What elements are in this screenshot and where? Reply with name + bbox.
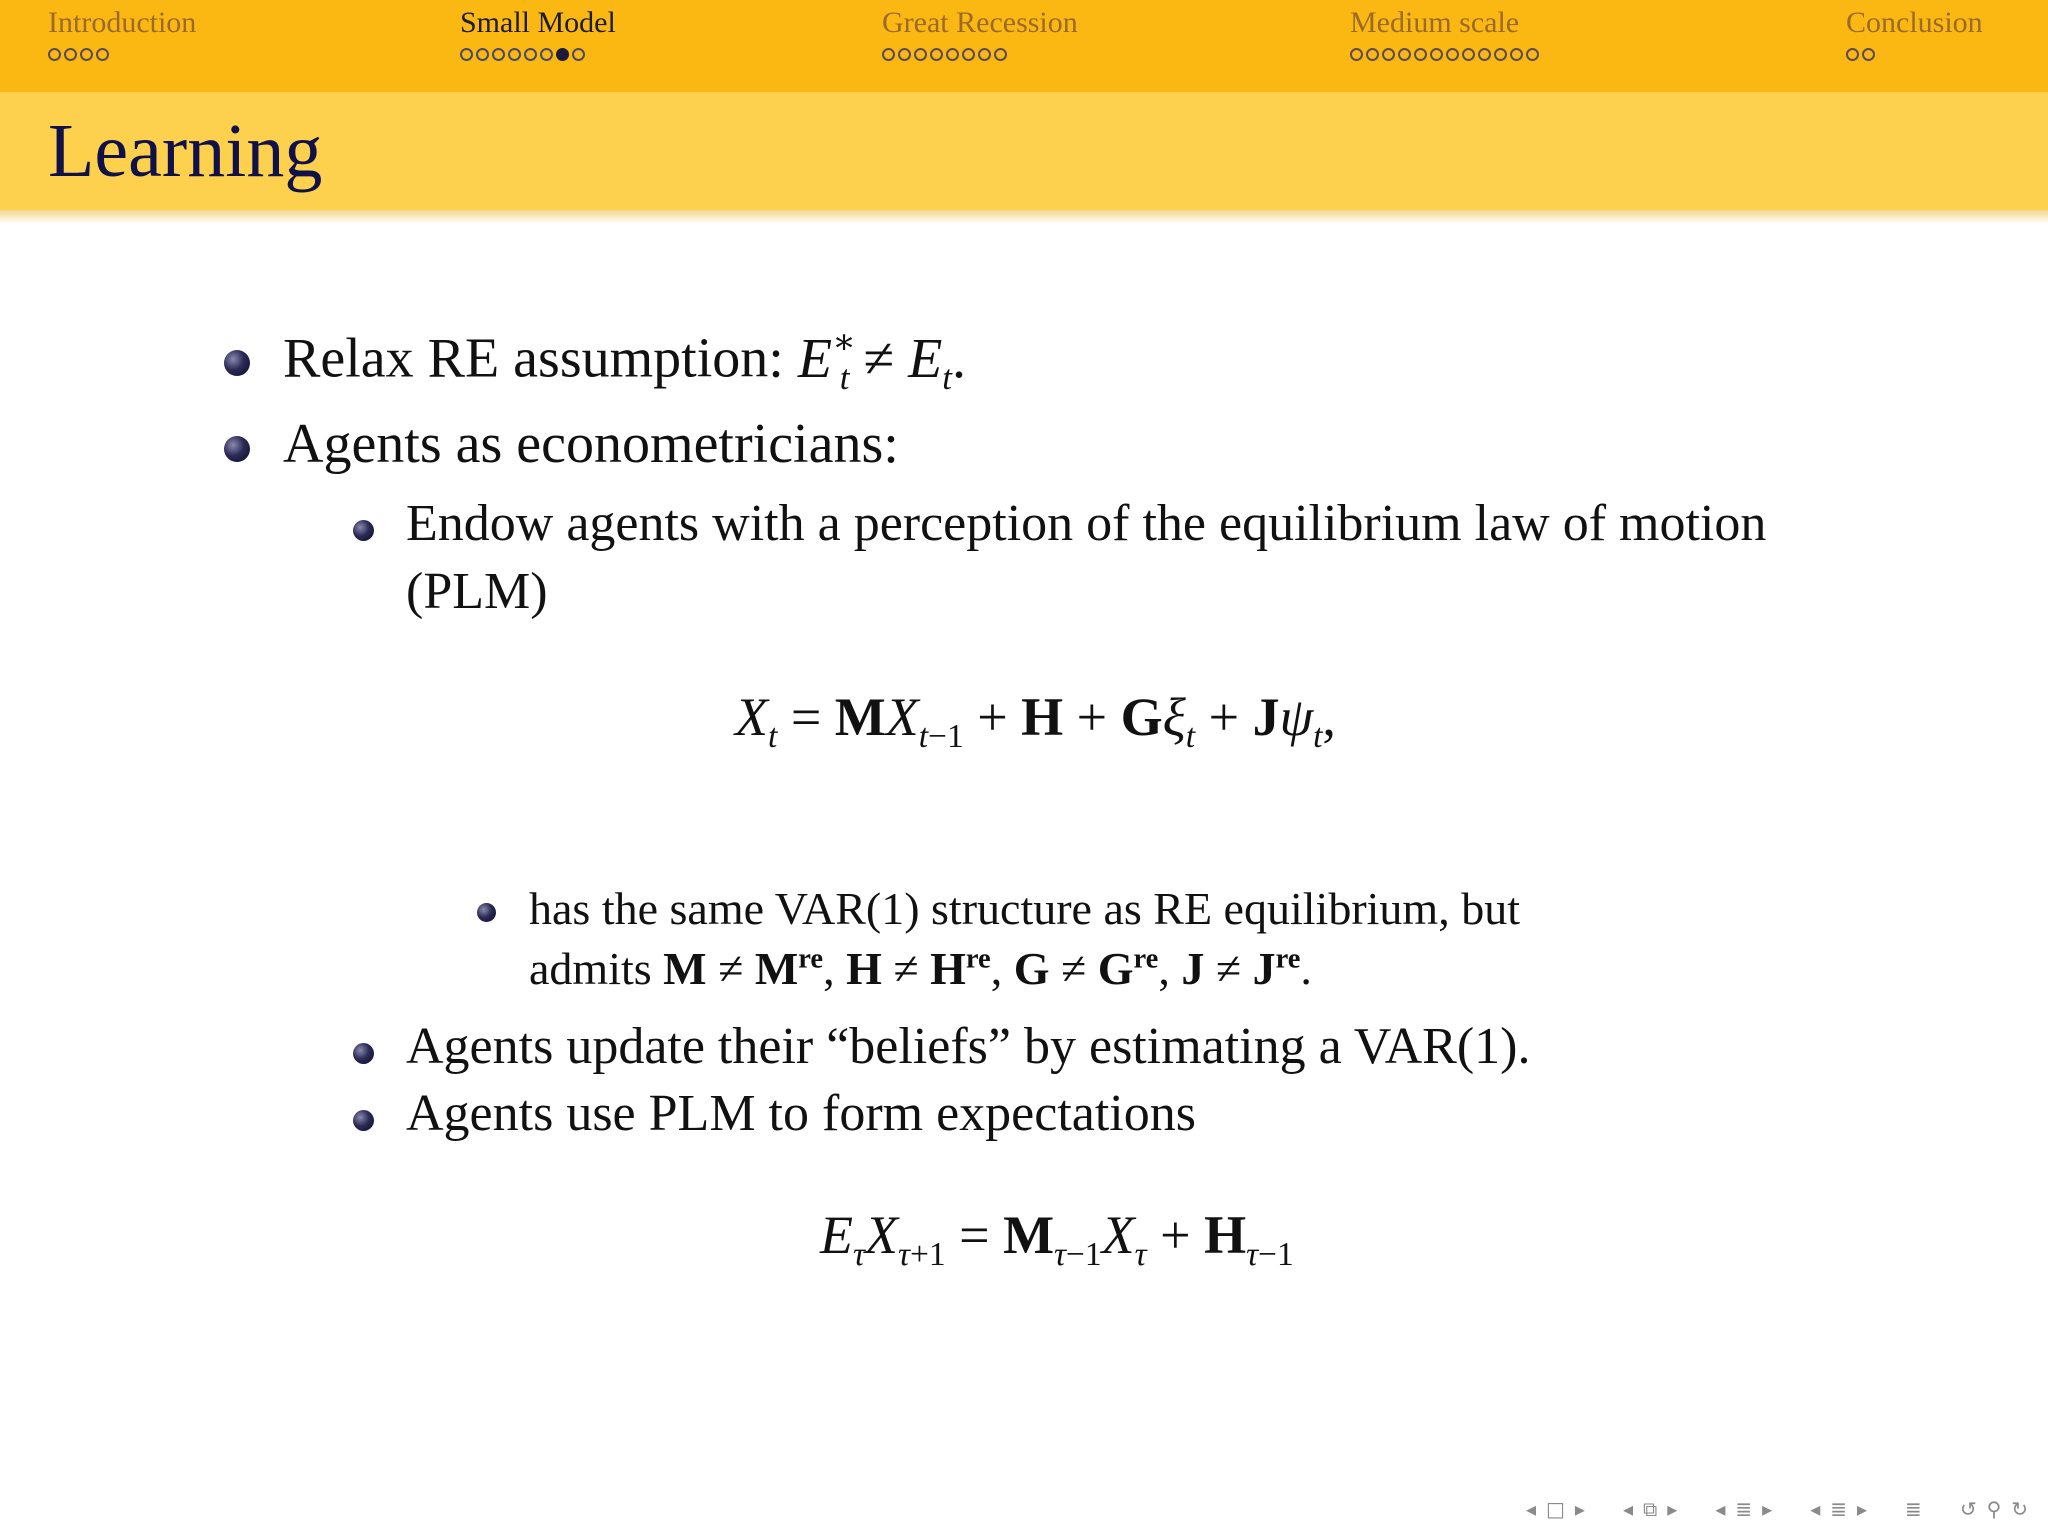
math-inline: $E^∗_t \ne E_t$. (797, 322, 966, 397)
bullet-update-beliefs: Agents update their “beliefs” by estimating a VAR(1). (406, 1018, 1531, 1075)
bullet-var-structure-line1: has the same VAR(1) structure as RE equilibrium, but (529, 883, 1520, 934)
toc-icon[interactable]: ≣ (1905, 1497, 1922, 1521)
arrow-left-icon[interactable]: ◂ (1715, 1497, 1726, 1521)
arrow-left-icon[interactable]: ◂ (1525, 1497, 1536, 1521)
nav-section-title[interactable]: Conclusion (1846, 6, 1983, 39)
bullet-marker (353, 1110, 374, 1131)
nav-section-title[interactable]: Great Recession (882, 6, 1078, 39)
arrow-right-icon[interactable]: ▸ (1574, 1497, 1585, 1521)
beamer-navigation-controls (1526, 1494, 2028, 1524)
frame-icon[interactable]: □ (1546, 1497, 1565, 1521)
bullet-marker (477, 903, 496, 922)
bullet-agents-econometricians: Agents as econometricians: (283, 413, 899, 475)
bullet-endow-agents-line2: (PLM) (406, 563, 548, 620)
nav-section-title[interactable]: Small Model (460, 6, 616, 39)
bullet-marker (224, 350, 250, 376)
search-icon[interactable]: ⚲ (1986, 1497, 2002, 1521)
equation-plm: $X_t = MX_{t-1} + H + G\xi_t + J\psi_t$, (735, 687, 1336, 755)
arrow-right-icon[interactable]: ▸ (1857, 1497, 1868, 1521)
bullet-text: admits (529, 943, 652, 994)
subsection-icon[interactable]: ⧉ (1643, 1497, 1658, 1521)
frame-title: Learning (48, 109, 323, 193)
arrow-right-icon[interactable]: ▸ (1762, 1497, 1773, 1521)
bullet-text: Relax RE assumption: (283, 327, 784, 390)
equation-expectations: $E_\tau X_{\tau+1} = M_{\tau-1}X_\tau + H_{\tau-1}$ (820, 1205, 1294, 1273)
bullet-marker (224, 436, 250, 462)
bullet-use-plm: Agents use PLM to form expectations (406, 1085, 1196, 1142)
arrow-right-icon[interactable]: ▸ (1667, 1497, 1678, 1521)
bullet-endow-agents-line1: Endow agents with a perception of the equilibrium law of motion (406, 495, 1767, 552)
bullet-var-structure-line2: admits M ≠ Mre, $H \ne H^{re}$, $G \ne G^{re}$, $J \ne J^{re}$. (529, 943, 1312, 994)
section-icon[interactable]: ≣ (1735, 1497, 1753, 1521)
arrow-left-icon[interactable]: ◂ (1810, 1497, 1821, 1521)
nav-section-title[interactable]: Introduction (48, 6, 197, 39)
redo-icon[interactable]: ↻ (2011, 1497, 2028, 1521)
bullet-relax-re (283, 322, 966, 398)
arrow-left-icon[interactable]: ◂ (1622, 1497, 1633, 1521)
bullet-marker (353, 1043, 374, 1064)
bullet-marker (353, 520, 374, 541)
section-icon[interactable]: ≣ (1830, 1497, 1847, 1521)
undo-icon[interactable]: ↺ (1959, 1497, 1977, 1521)
nav-section-title[interactable]: Medium scale (1350, 6, 1520, 39)
